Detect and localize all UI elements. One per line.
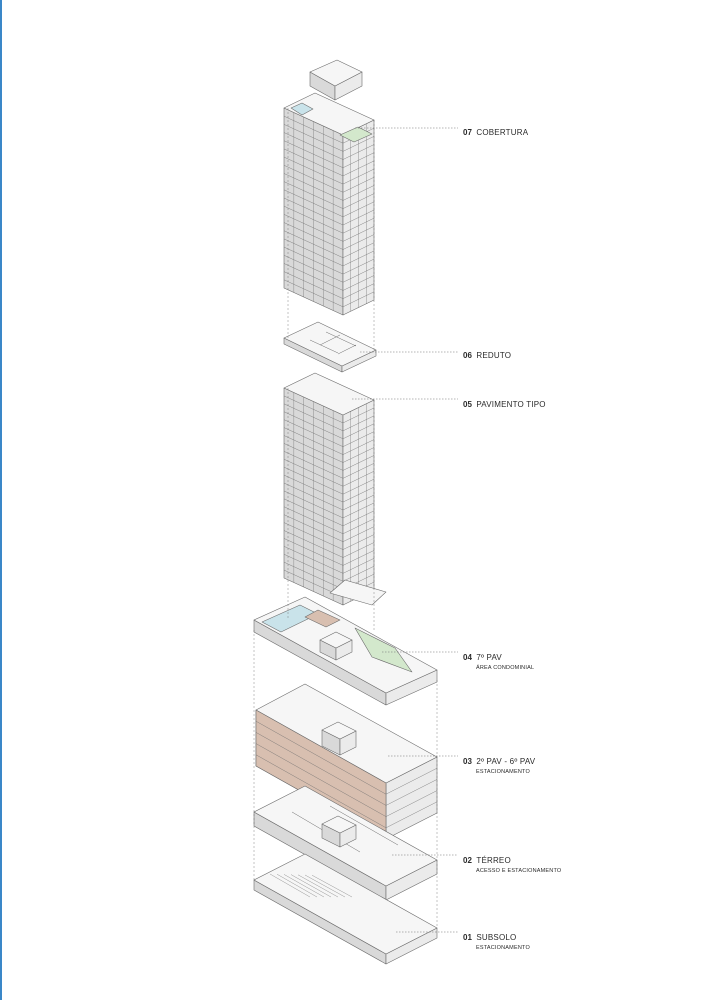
label-subsolo [463, 928, 530, 952]
label-number: 07 [463, 128, 472, 137]
label-number: 05 [463, 400, 472, 409]
label-name: REDUTO [476, 351, 512, 360]
label-name: COBERTURA [476, 128, 529, 137]
label-number: 06 [463, 351, 472, 360]
label-number: 03 [463, 757, 472, 766]
label-subtitle: ESTACIONAMENTO [476, 945, 530, 951]
label-name: PAVIMENTO TIPO [476, 400, 546, 409]
label-name: 7º PAV [476, 653, 502, 662]
label-name: SUBSOLO [476, 933, 517, 942]
lower-tower-block [284, 373, 374, 605]
label-name: TÉRREO [476, 856, 511, 865]
label-name: 2º PAV - 6º PAV [476, 757, 536, 766]
label-subtitle: ACESSO E ESTACIONAMENTO [476, 868, 562, 874]
label-7-pav [463, 648, 534, 672]
label-number: 04 [463, 653, 472, 662]
label-number: 02 [463, 856, 472, 865]
label-2-6-pav [463, 752, 535, 776]
label-cobertura [463, 123, 528, 139]
label-number: 01 [463, 933, 472, 942]
label-reduto [463, 346, 511, 362]
label-subtitle: ÁREA CONDOMINIAL [476, 665, 535, 671]
reduto-slab [284, 322, 376, 372]
upper-tower-block [284, 93, 374, 315]
label-pavimento-tipo [463, 395, 546, 411]
label-terreo [463, 851, 561, 875]
label-subtitle: ESTACIONAMENTO [476, 769, 530, 775]
